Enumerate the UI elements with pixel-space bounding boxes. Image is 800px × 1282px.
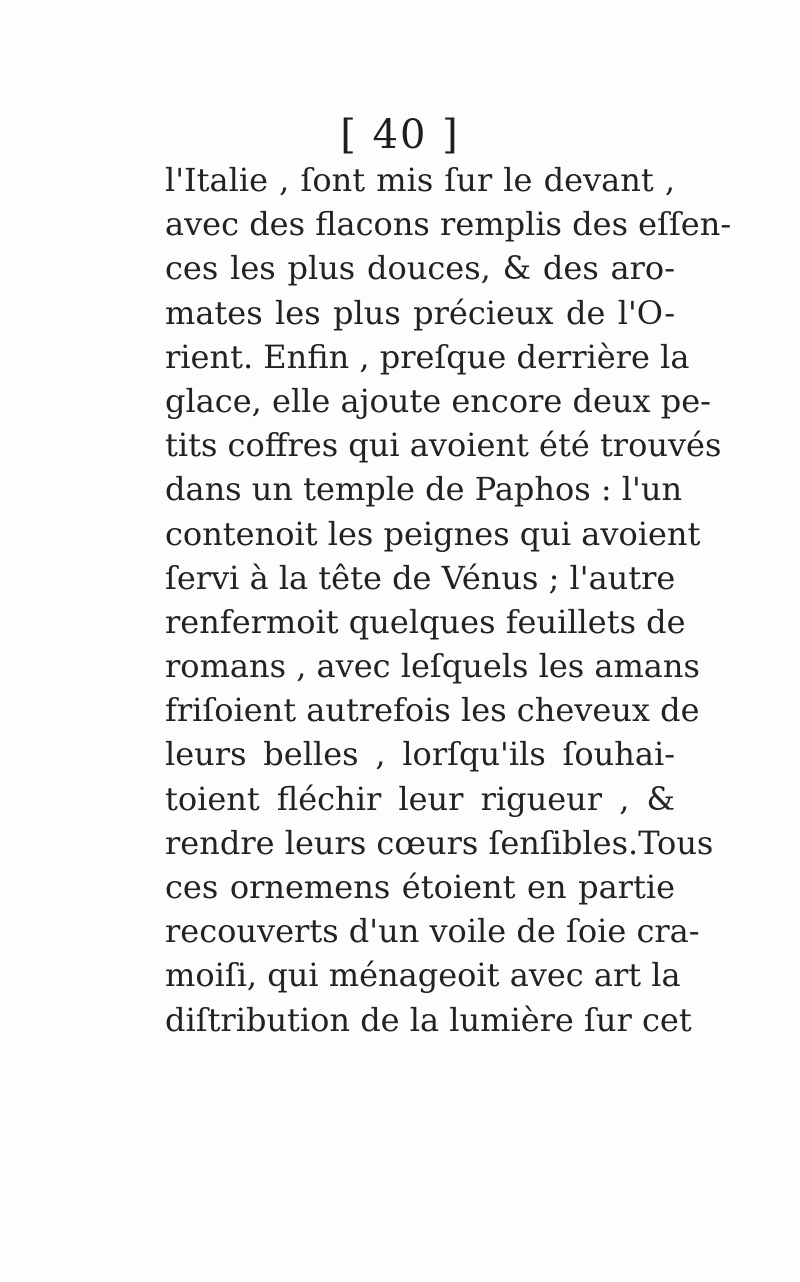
text-line: ces les plus douces, & des aro- [165, 249, 675, 288]
text-line: rendre leurs cœurs ſenſibles.Tous [165, 823, 714, 862]
text-line: friſoient autrefois les cheveux de [165, 691, 700, 730]
text-line: contenoit les peignes qui avoient [165, 514, 701, 553]
text-line: recouverts d'un voile de ſoie cra- [165, 912, 700, 951]
text-line: tits coffres qui avoient été trouvés [165, 426, 722, 465]
text-line: leurs belles , lorſqu'ils ſouhai- [165, 735, 675, 774]
body-text [165, 158, 732, 1042]
page-number: [ 40 ] [340, 112, 460, 158]
text-line: moiſi, qui ménageoit avec art la [165, 956, 681, 995]
text-line: toient fléchir leur rigueur , & [165, 779, 675, 818]
text-line: ces ornemens étoient en partie [165, 868, 675, 906]
text-line: ſervi à la tête de Vénus ; l'autre [165, 558, 676, 597]
text-line: glace, elle ajoute encore deux pe- [165, 381, 711, 420]
text-line: dans un temple de Paphos : l'un [165, 470, 683, 509]
text-line: renfermoit quelques feuillets de [165, 602, 686, 641]
text-line: avec des flacons remplis des eſſen- [165, 205, 732, 244]
text-line: rient. Enfin , preſque derrière la [165, 337, 690, 376]
text-line: l'Italie , ſont mis ſur le devant , [165, 161, 675, 199]
text-line: mates les plus précieux de l'O- [165, 293, 675, 332]
text-line: diſtribution de la lumière ſur cet [165, 1000, 692, 1039]
text-line: romans , avec leſquels les amans [165, 647, 700, 686]
